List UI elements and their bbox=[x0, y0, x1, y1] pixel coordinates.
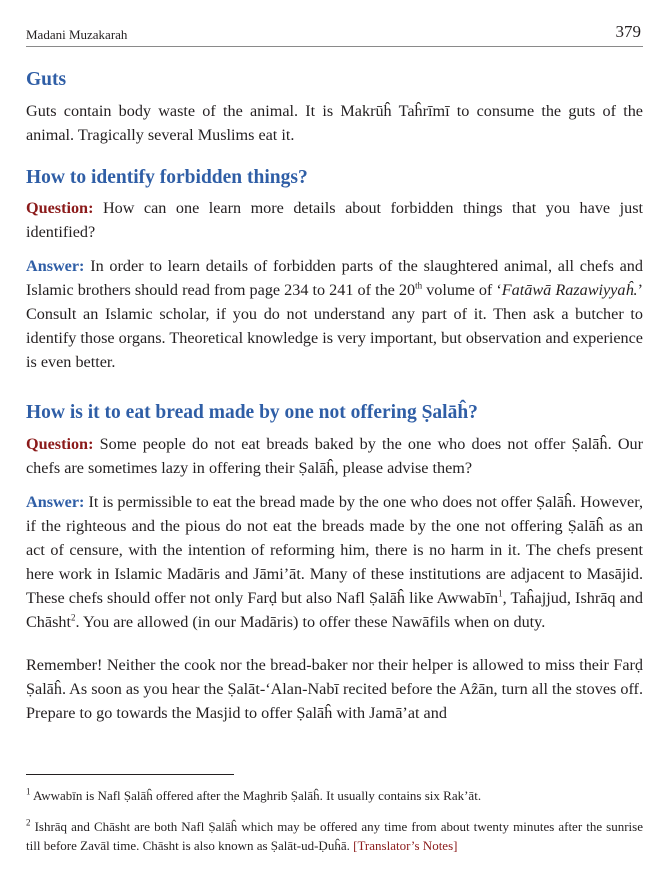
body-text bbox=[26, 67, 643, 725]
section-heading-guts: Guts bbox=[26, 69, 67, 90]
paragraph-remember: Remember! Neither the cook nor the bread-baker nor their helper is allowed to miss their Farḍ Ṣalāĥ. As soon as you hear the Ṣalāt-‘Alan-Nabī recited before the Aẑān, turn all the stoves off. Prepare to go towards the Masjid to offer Ṣalāĥ with Jamā’at and bbox=[26, 656, 643, 722]
translator-notes: [Translator’s Notes] bbox=[353, 838, 458, 853]
answer-text: ’ Consult an Islamic scholar, if you do not understand any part of it. Then ask a butcher to identify those organs. Theoretical knowledge is very important, but observation and experience is even better. bbox=[26, 281, 643, 371]
footnote-divider bbox=[26, 774, 234, 775]
question-paragraph bbox=[26, 432, 643, 480]
question-text: Some people do not eat breads baked by the one who does not offer Ṣalāĥ. Our chefs are sometimes lazy in offering their Ṣalāĥ, please advise them? bbox=[26, 435, 643, 477]
question-label: Question: bbox=[26, 199, 94, 217]
running-header bbox=[26, 24, 643, 47]
answer-text: . You are allowed (in our Madāris) to offer these Nawāfils when on duty. bbox=[75, 613, 546, 631]
section-guts bbox=[26, 67, 643, 147]
footnote-text: Awwabīn is Nafl Ṣalāĥ offered after the Maghrib Ṣalāĥ. It usually contains six Rak’āt. bbox=[30, 788, 482, 803]
paragraph-guts: Guts contain body waste of the animal. It is Makrūĥ Taĥrīmī to consume the guts of the animal. Tragically several Muslims eat it. bbox=[26, 102, 643, 144]
ordinal-superscript: th bbox=[415, 280, 423, 291]
section-forbidden-things bbox=[26, 165, 643, 374]
question-label: Question: bbox=[26, 435, 94, 453]
footnote-ref[interactable]: 2 bbox=[70, 612, 76, 623]
section-heading-forbidden-things: How to identify forbidden things? bbox=[26, 167, 308, 188]
question-text: How can one learn more details about forbidden things that you have just identified? bbox=[26, 199, 643, 241]
document-page bbox=[26, 0, 643, 880]
section-heading-bread-salah: How is it to eat bread made by one not offering Ṣalāĥ? bbox=[26, 402, 478, 423]
footnote-ref[interactable]: 1 bbox=[498, 588, 503, 599]
answer-paragraph bbox=[26, 254, 643, 374]
answer-label: Answer: bbox=[26, 493, 85, 511]
running-title: Madani Muzakarah bbox=[26, 27, 128, 42]
question-paragraph bbox=[26, 196, 643, 244]
answer-text: , Taĥajjud, Ishrāq and Chāsht bbox=[26, 589, 643, 631]
footnote-1 bbox=[26, 786, 643, 805]
answer-text: In order to learn details of forbidden parts of the slaughtered animal, all chefs and Islamic brothers should read from page 234 to 241 of the 20 bbox=[26, 257, 643, 299]
answer-paragraph bbox=[26, 490, 643, 634]
answer-text: volume of ‘ bbox=[422, 281, 502, 299]
answer-text: It is permissible to eat the bread made by the one who does not offer Ṣalāĥ. However, if the righteous and the pious do not eat the breads made by the one not offering Ṣalāĥ as an act of censure, with the intention of reforming him, there is no harm in it. The chefs present here work in Islamic Madāris and Jāmi’āt. Many of these institutions are adjacent to Masājid. These chefs should offer not only Farḍ but also Nafl Ṣalāĥ like Awwabīn bbox=[26, 493, 643, 607]
footnote-marker: 1 bbox=[26, 786, 31, 797]
answer-label: Answer: bbox=[26, 257, 85, 275]
footnotes bbox=[26, 786, 643, 855]
page-number: 379 bbox=[615, 22, 641, 41]
footnote-2 bbox=[26, 817, 643, 855]
book-title: Fatāwā Razawiyyaĥ. bbox=[501, 281, 638, 299]
footnote-text: Ishrāq and Chāsht are both Nafl Ṣalāĥ which may be offered any time from about twenty minutes after the sunrise till before Zavāl time. Chāsht is also known as Ṣalāt-ud-Ḍuĥā. bbox=[26, 819, 643, 853]
footnote-marker: 2 bbox=[26, 817, 31, 828]
section-bread-salah bbox=[26, 400, 643, 725]
